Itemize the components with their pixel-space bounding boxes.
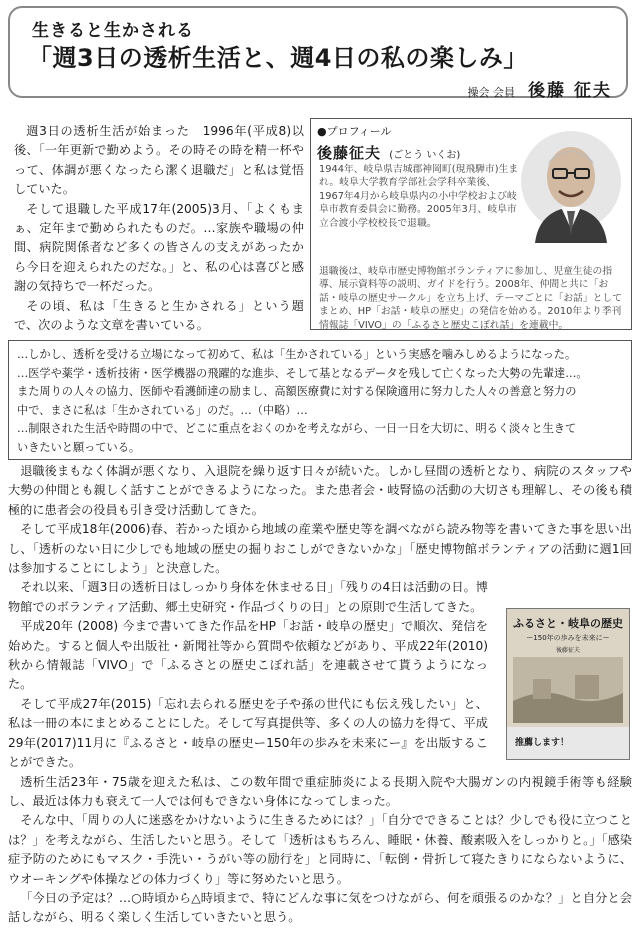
body-paragraph: 平成20年 (2008) 今まで書いてきた作品をHP「お話・岐阜の歴史」で順次、発信を始めた。すると個人や出版社・新聞社等から質問や依頼などがあり、平成22年(2010)秋から情報誌「VIVO」で「ふるさとの歴史こぼれ話」を連載させて貰うようになった。 — [8, 619, 488, 692]
article-subtitle: 生きると生かされる — [32, 21, 194, 41]
quoted-essay-box — [8, 340, 632, 460]
lede-paragraph: そして退職した平成17年(2005)3月、「よくもまぁ、定年まで勤められたものだ。…家族や職場の仲間、病院関係者など多くの皆さんの支えがあったから今日を迎えられたのだな。」と、私の心は喜びと感謝の気持ちで一杯だった。 — [14, 201, 304, 294]
quote-line: また周りの人々の協力、医師や看護師達の励まし、高額医療費に対する保険適用に努力した人々の善意と努力の — [17, 385, 577, 399]
book-title: ふるさと・岐阜の歴史 — [513, 617, 623, 630]
book-banner — [507, 727, 629, 759]
profile-name-reading: (ごとう いくお) — [389, 150, 461, 161]
quote-line: …医学や薬学・透析技術・医学機器の飛躍的な進歩、そして基となるデータを残して亡くなった大勢の先輩達…。 — [17, 366, 588, 380]
quote-line: 中で、まさに私は「生かされている」のだ。…（中略）… — [17, 403, 308, 417]
book-illustration — [513, 657, 623, 723]
author-role: 操会 会員 — [467, 86, 515, 99]
quote-line: …制限された生活や時間の中で、どこに重点をおくのかを考えながら、一日一日を大切に、明るく淡々と生きて — [17, 422, 577, 436]
body-paragraph: それ以来、「週3日の透析日はしっかり身体を休ませる日」「残りの4日は活動の日。博物館でのボランティア活動、郷土史研究・作品づくりの日」との原則で生活してきた。 — [8, 580, 488, 614]
lede-paragraph: その頃、私は「生きると生かされる」という題で、次のような文章を書いている。 — [14, 298, 304, 333]
body-paragraph: 透析生活23年・75歳を迎えた私は、この数年間で重症肺炎による長期入院や大腸ガンの内視鏡手術等も経験し、最近は体力も衰えて一人では何もできない身体になってしまった。 — [8, 774, 632, 808]
author-photo — [519, 125, 623, 243]
profile-box — [310, 118, 632, 330]
profile-name-text: 後藤征夫 — [317, 144, 382, 162]
body-paragraph: そして平成27年(2015)「忘れ去られる歴史を子や孫の世代にも伝え残したい」と、私は一冊の本にまとめることにした。そして写真提供等、多くの人の協力を得て、平成29年(2017)11月に『ふるさと・岐阜の歴史ー150年の歩みを未来にー』を出版することができた。 — [8, 696, 488, 770]
body-paragraph: そして平成18年(2006)春、若かった頃から地域の産業や歴史等を調べながら読み物等を書いてきた事を思い出し、「透析のない日に少しでも地域の歴史の掘りおこしができないかな」「歴史博物館ボランティアの活動に週1回は参加することにしよう」と決意した。 — [8, 522, 632, 576]
book-banner-text: 推薦します！ — [515, 738, 570, 748]
profile-label: ●プロフィール — [317, 125, 392, 138]
body-paragraph: そんな中、「周りの人に迷惑をかけないように生きるためには？」「自分でできることは？少しでも役に立つことは？」を考えながら、生活したいと思う。そして「透析はもちろん、睡眠・休養、酸素吸入をしっかりと。」「感染症予防のためにもマスク・手洗い・うがい等の励行を」と同時に、「転倒・骨折して寝たきりにならないように、ウオーキングや体操などの体力づくり」等に努めたいと思う。 — [8, 813, 632, 886]
quote-line: いきたいと願っている。 — [17, 440, 141, 454]
body-paragraph: 退職後まもなく体調が悪くなり、入退院を繰り返す日々が続いた。しかし昼間の透析となり、病院のスタッフや大勢の仲間とも親しく話すことができるようになった。また患者会・岐腎協の活動の大切さも理解し、その後も積極的に患者会の役員も引き受け活動してきた。 — [8, 464, 632, 517]
body-paragraph: 「今日の予定は？…○時頃から△時頃まで、特にどんな事に気をつけながら、何を頑張るのかな？」と自分と会話しながら、明るく楽しく生活していきたいと思う。 — [8, 890, 632, 925]
profile-bio-part1: 1944年、岐阜県吉城郡神岡町(現飛騨市)生まれ。岐阜大学教育学部社会学科卒業後、1967年4月から岐阜県内の小中学校および岐阜市教育委員会に勤務。2005年3月、岐阜市立合渡小学校校長で退職。 — [319, 164, 519, 229]
book-author: 後藤征夫 — [555, 647, 580, 654]
author-name: 後藤 征夫 — [528, 81, 612, 101]
book-cover-image — [506, 608, 630, 760]
book-subtitle: ー150年の歩みを未来にー — [526, 634, 610, 642]
title-header — [8, 6, 628, 101]
lede-paragraph: 週3日の透析生活が始まった 1996年(平成8)以後、「一年更新で勤めよう。その時その時を精一杯やって、体調が悪くなったら潔く退職だ」と私は覚悟していた。 — [14, 124, 304, 197]
profile-bio-part2: 退職後は、岐阜市歴史博物館ボランティアに参加し、児童生徒の指導、展示資料等の説明、ガイドを行う。2008年、仲間と共に「お話・岐阜の歴史サークル」を立ち上げ、テーマごとに「お話」としてまとめ、HP「お話・岐阜の歴史」の発信を始める。2010年より季刊情報誌「VIVO」の「ふるさと歴史こぼれ話」を連載中。 — [319, 266, 623, 331]
quote-line: …しかし、透析を受ける立場になって初めて、私は「生かされている」という実感を噛みしめるようになった。 — [17, 348, 577, 361]
article-title: 「週3日の透析生活と、週4日の私の楽しみ」 — [28, 44, 528, 72]
lede-column — [14, 122, 304, 335]
author-line — [467, 76, 612, 101]
